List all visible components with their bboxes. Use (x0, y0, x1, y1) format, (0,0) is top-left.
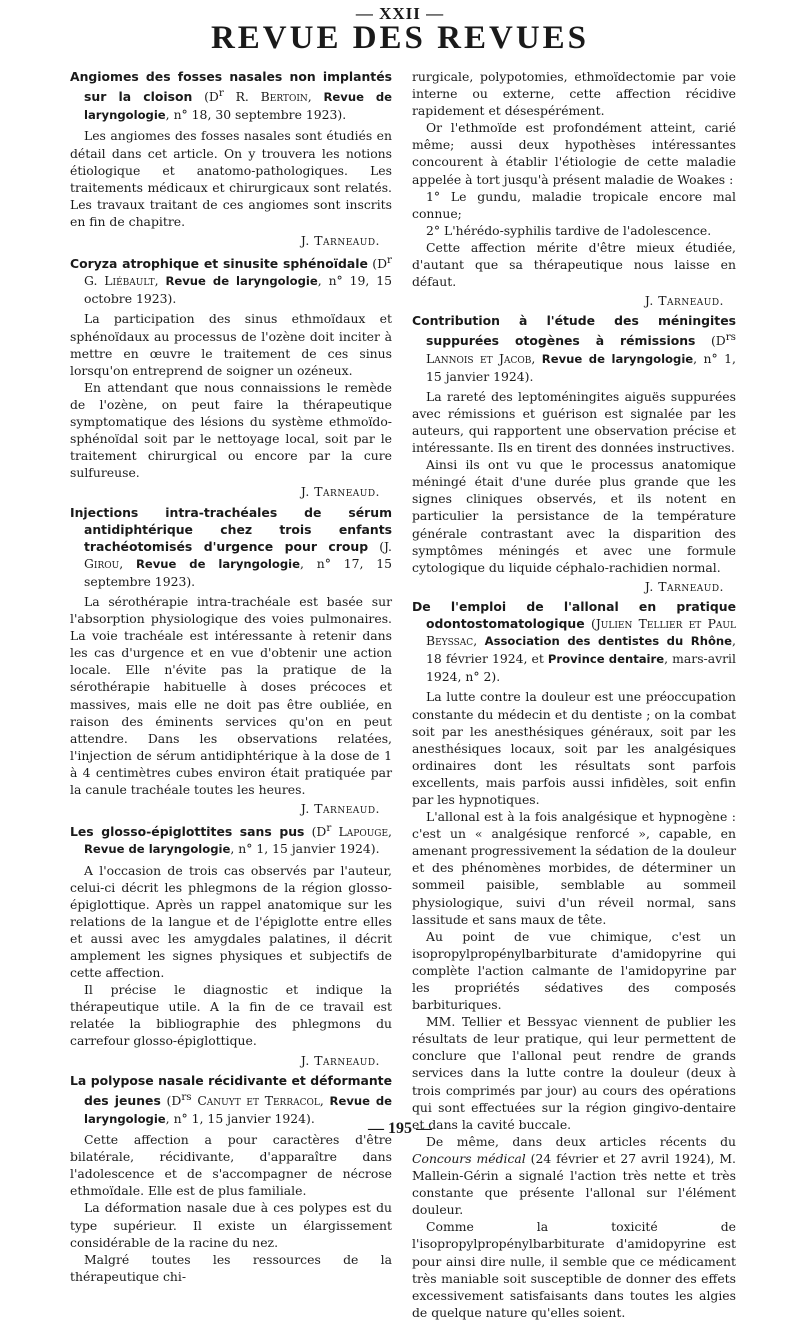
article-heading: Les glosso-épiglottites sans pus ($D^r$ Lapouge, Revue de laryngologie, n° 1, 15 janvier 1924). (70, 822, 392, 857)
article-paragraph: Malgré toutes les ressources de la thérapeutique chi- (70, 1251, 392, 1284)
article-coryza (70, 252, 392, 500)
article-signature: J. Tarneaud. (300, 801, 380, 817)
article-heading: Angiomes des fosses nasales non implantés sur la cloison ($D^r$ R. Bertoin, Revue de laryngologie, n° 18, 30 septembre 1923). (70, 69, 392, 123)
journal-title: Concours médical (412, 1150, 526, 1166)
section-title: REVUE DES REVUES (210, 20, 590, 56)
article-paragraph: Comme la toxicité de l'isopropylpropénylbarbiturate d'amidopyrine est pour ainsi dire nulle, il semble que ce médicament très maniable soit susceptible de donner des effets excessivement satisfaisants dans toutes les algies de quelque nature qu'elles soient. (412, 1219, 736, 1320)
article-paragraph: rurgicale, polypotomies, ethmoïdectomie par voie interne ou externe, cette affection récidive rapidement et désespérément. (412, 69, 736, 119)
article-paragraph: 1° Le gundu, maladie tropicale encore mal connue; (412, 188, 736, 221)
article-paragraph: MM. Tellier et Bessyac viennent de publier les résultats de leur pratique, qui leur permettent de conclure que l'allonal peut rendre de grands services dans la lutte contre la douleur (deux à trois comprimés par jour) au cours des opérations qui sont effectuées sur la région gingivo-dentaire et dans la cavité buccale. (412, 1014, 736, 1132)
running-page-number: — XXII — (355, 4, 445, 23)
article-paragraph: Or l'ethmoïde est profondément atteint, carié même; aussi deux hypothèses intéressantes concourent à établir l'étiologie de cette maladie appelée à tort jusqu'à présent maladie de Woakes : (412, 120, 736, 187)
article-angiomes (70, 68, 392, 249)
article-heading: La polypose nasale récidivante et déformante des jeunes ($D^{rs}$ Canuyt et Terracol, Revue de laryngologie, n° 1, 15 janvier 1924). (70, 1072, 392, 1126)
article-heading: Coryza atrophique et sinusite sphénoïdale ($D^r$ G. Liébault, Revue de laryngologie, n° 19, 15 octobre 1923). (70, 254, 392, 307)
page-number: — 195 — (368, 1120, 432, 1137)
article-signature: J. Tarneaud. (300, 484, 380, 500)
article-meningites (412, 312, 736, 595)
article-glosso (70, 820, 392, 1068)
article-signature: J. Tarneaud. (300, 1052, 380, 1068)
article-paragraph: En attendant que nous connaissions le remède de l'ozène, on peut faire la thérapeutique symptomatique des lésions du système ethmoïdo-sphénoïdal soit par le nettoyage local, soit par le traitement chirurgical ou encore par la cure sulfureuse. (70, 379, 392, 481)
article-paragraph: La sérothérapie intra-trachéale est basée sur l'absorption physiologique des voies pulmonaires. La voie trachéale est intéressante à retenir dans les cas d'urgence et en vue d'obtenir une action locale. Elle n'évite pas la pratique de la sérothérapie habituelle à doses précoces et massives, mais elle ne doit pas être oubliée, en raison des éminents services qu'on en peut attendre. Dans les observations relatées, l'injection de sérum antidiphtérique à la dose de 1 à 4 centimètres cubes environ était pratiquée par la canule trachéale toutes les heures. (70, 593, 392, 797)
article-paragraph: 2° L'hérédo-syphilis tardive de l'adolescence. (426, 222, 712, 238)
article-polypose (70, 1072, 392, 1285)
article-paragraph: L'allonal est à la fois analgésique et hypnogène : c'est un « analgésique renforcé », capable, en amenant progressivement la sédation de la douleur et des phénomènes morbides, de déterminer un sommeil paisible, semblable au sommeil physiologique, suivi d'un réveil normal, sans lassitude et sans maux de tête. (412, 809, 736, 927)
article-signature: J. Tarneaud. (300, 232, 380, 248)
article-paragraph: Les angiomes des fosses nasales sont étudiés en détail dans cet article. On y trouvera les notions étiologique et anatomo-pathologiques. Les traitements médicaux et chirurgicaux sont relatés. Les travaux traitant de ces angiomes sont inscrits en fin de chapitre. (70, 128, 392, 229)
article-heading: Contribution à l'étude des méningites suppurées otogènes à rémissions ($D^{rs}$ Lannois et Jacob, Revue de laryngologie, n° 1, 15 janvier 1924). (412, 313, 736, 384)
article-paragraph: La participation des sinus ethmoïdaux et sphénoïdaux au processus de l'ozène doit inciter à mettre en œuvre le traitement de ces sinus lorsqu'on entreprend de soigner un ozéneux. (70, 311, 392, 378)
article-paragraph: Au point de vue chimique, c'est un isopropylpropénylbarbiturate d'amidopyrine qui complète l'action calmante de l'amidopyrine par les propriétés sédatives des composés barbituriques. (412, 928, 736, 1013)
article-allonal (412, 598, 736, 1321)
article-paragraph: La déformation nasale due à ces polypes est du type supérieur. Il existe un élargissement considérable de la racine du nez. (70, 1200, 392, 1250)
article-paragraph: Cette affection mérite d'être mieux étudiée, d'autant que sa thérapeutique nous laisse en défaut. (412, 239, 736, 290)
article-heading: Injections intra-trachéales de sérum antidiphtérique chez trois enfants trachéotomisés d'urgence pour croup (J. Girou, Revue de laryngologie, n° 17, 15 septembre 1923). (70, 504, 392, 589)
article-paragraph: A l'occasion de trois cas observés par l'auteur, celui-ci décrit les phlegmons de la région glosso-épiglottique. Après un rappel anatomique sur les relations de la langue et de l'épiglotte entre elles et aussi avec les amygdales palatines, il décrit amplement les signes physiques et subjectifs de cette affection. (70, 862, 392, 981)
article-paragraph: La rareté des leptoméningites aiguës suppurées avec rémissions et guérison est signalée par les auteurs, qui rapportent une observation précise et intéressante. Ils en tirent des données instructives. (412, 388, 736, 456)
article-paragraph: Il précise le diagnostic et indique la thérapeutique utile. A la fin de ce travail est relatée la bibliographie des phlegmons du carrefour glosso-épiglottique. (70, 982, 392, 1049)
article-paragraph: De même, dans deux articles récents du Concours médical (24 février et 27 avril 1924), M. Mallein-Gérin a signalé l'action très nette et très constante que présente l'allonal sur l'élément douleur. (412, 1133, 736, 1218)
article-heading: De l'emploi de l'allonal en pratique odontostomatologique (Julien Tellier et Paul Beyssac, Association des dentistes du Rhône, 18 février 1924, et Province dentaire, mars-avril 1924, n° 2). (412, 598, 736, 685)
article-injections (70, 504, 392, 818)
article-polypose-continued (412, 68, 736, 309)
article-paragraph: Ainsi ils ont vu que le processus anatomique méningé était d'une durée plus grande que les signes cliniques observés, et ils notent en particulier la persistance de la température générale contrastant avec la disparition des symptômes méningés et avec une formule cytologique du liquide céphalo-rachidien normal. (412, 457, 736, 575)
article-signature: J. Tarneaud. (644, 578, 724, 594)
article-paragraph: Cette affection a pour caractères d'être bilatérale, récidivante, d'apparaître dans l'adolescence et de s'accompagner de nécrose ethmoïdale. Elle est de plus familiale. (70, 1132, 392, 1199)
article-paragraph: La lutte contre la douleur est une préoccupation constante du médecin et du dentiste ; on la combat soit par les anesthésiques généraux, soit par les anesthésiques locaux, soit par les analgésiques ordinaires dont les résultats sont parfois excellents, mais parfois aussi infidèles, soit enfin par les hypnotiques. (412, 689, 736, 807)
article-signature: J. Tarneaud. (644, 293, 724, 309)
left-column (70, 68, 392, 1285)
